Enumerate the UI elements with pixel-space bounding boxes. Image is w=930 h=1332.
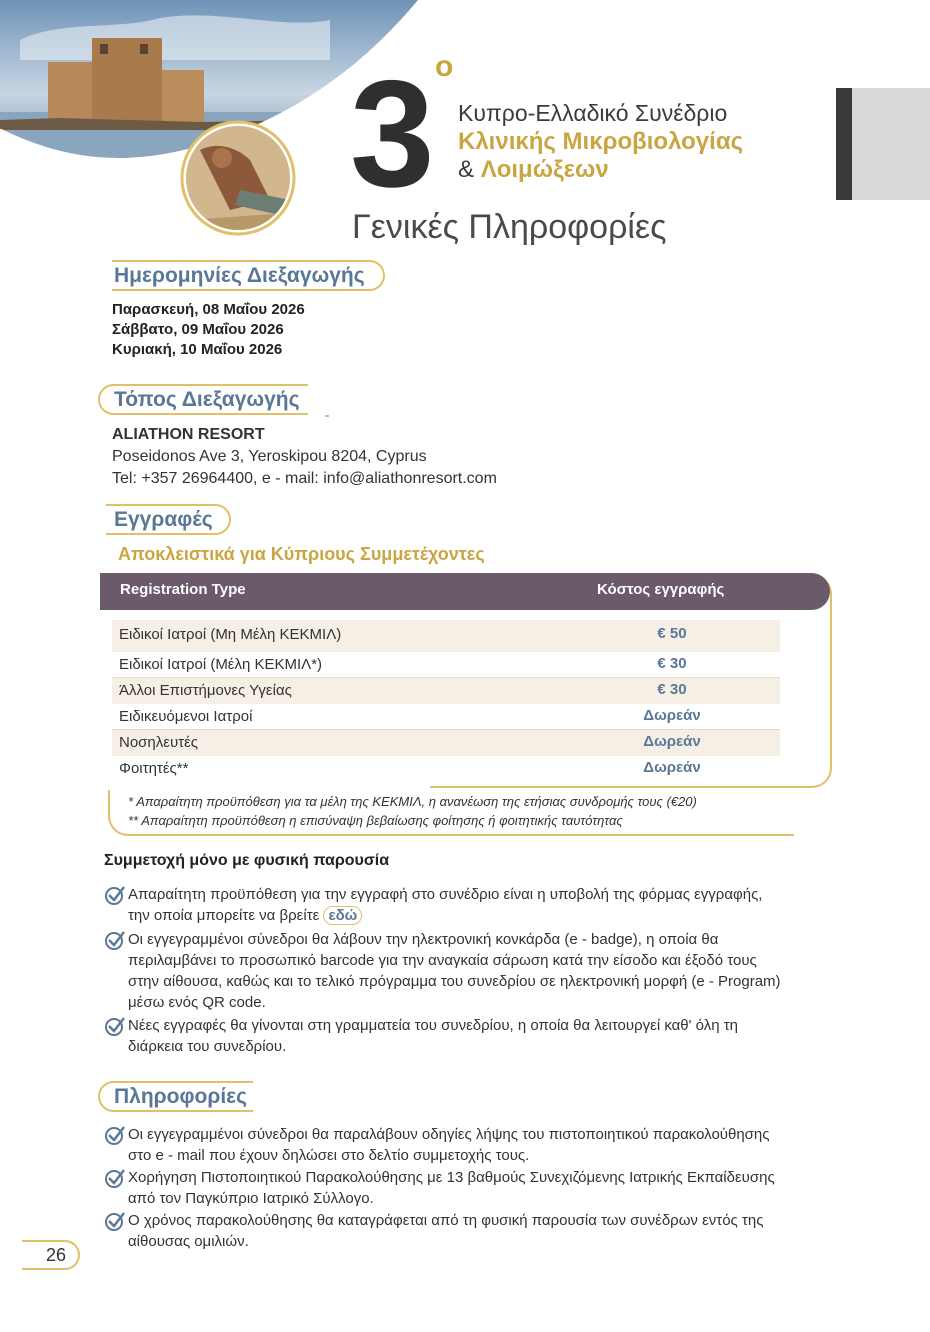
table-row: Φοιτητές** Δωρεάν — [119, 759, 701, 777]
check-circle-icon — [104, 1211, 126, 1231]
list-item: Νέες εγγραφές θα γίνονται στη γραμματεία του συνεδρίου, η οποία θα λειτουργεί καθ' όλη τη διάρκεια του συνεδρίου. — [104, 1015, 844, 1059]
conference-title-line1: Κυπρο-Ελλαδικό Συνέδριο — [458, 100, 728, 126]
venue-contact: Tel: +357 26964400, e - mail: info@aliathonresort.com — [112, 470, 497, 487]
column-header-cost: Κόστος εγγραφής — [597, 581, 725, 598]
check-circle-icon — [104, 1016, 126, 1036]
registration-subheading: Αποκλειστικά για Κύπριους Συμμετέχοντες — [118, 544, 485, 564]
list-item: Ο χρόνος παρακολούθησης θα καταγράφεται από τη φυσική παρουσία των συνέδρων εντός της αίθουσας ομιλιών. — [104, 1210, 844, 1254]
venue-details — [112, 424, 497, 490]
check-circle-icon — [104, 930, 126, 950]
page-number: 26 — [22, 1240, 80, 1270]
table-row: Νοσηλευτές Δωρεάν — [112, 730, 780, 756]
info-heading: Πληροφορίες — [98, 1085, 253, 1109]
list-item: Απαραίτητη προϋπόθεση για την εγγραφή στο συνέδριο είναι η υποβολή της φόρμας εγγραφής, την οποία μπορείτε να βρείτε εδώ — [104, 884, 844, 928]
dates-list — [112, 300, 305, 360]
conference-title-line3: & Λοιμώξεων — [458, 156, 609, 183]
check-circle-icon — [104, 1168, 126, 1188]
table-row: Ειδικευόμενοι Ιατροί Δωρεάν — [112, 704, 780, 730]
edition-suffix: ο — [435, 50, 450, 83]
date-item: Σάββατο, 09 Μαΐου 2026 — [112, 321, 284, 338]
divider — [325, 415, 329, 417]
table-footnotes — [108, 790, 794, 836]
conference-title-line2: Κλινικής Μικροβιολογίας — [458, 128, 744, 155]
table-row: Ειδικοί Ιατροί (Μέλη ΚΕΚΜΙΛ*) € 30 — [112, 652, 780, 678]
edition-number: 3 ο — [350, 49, 450, 219]
footnote-2: ** Απαραίτητη προϋπόθεση η επισύναψη βεβαίωσης φοίτησης ή φοιτητικής ταυτότητας — [128, 813, 623, 828]
dates-heading: Ημερομηνίες Διεξαγωγής — [112, 264, 385, 288]
side-tab-marker — [836, 88, 930, 200]
registration-heading: Εγγραφές — [106, 508, 231, 532]
attendance-heading: Συμμετοχή μόνο με φυσική παρουσία — [104, 852, 390, 869]
venue-name: ALIATHON RESORT — [112, 426, 265, 443]
venue-address: Poseidonos Ave 3, Yeroskipou 8204, Cyprus — [112, 448, 427, 465]
footnote-1: * Απαραίτητη προϋπόθεση για τα μέλη της ΚΕΚΜΙΛ, η ανανέωση της ετήσιας συνδρομής τους (€20) — [128, 794, 697, 809]
list-item: Οι εγγεγραμμένοι σύνεδροι θα παραλάβουν οδηγίες λήψης του πιστοποιητικού παρακολούθησης στο e - mail που έχουν δηλώσει στο δελτίο συμμετοχής τους. — [104, 1124, 844, 1168]
venue-heading: Τόπος Διεξαγωγής — [98, 388, 308, 412]
registration-form-link[interactable]: εδώ — [323, 906, 362, 925]
check-circle-icon — [104, 1125, 126, 1145]
table-row: Άλλοι Επιστήμονες Υγείας € 30 — [112, 678, 780, 704]
date-item: Παρασκευή, 08 Μαΐου 2026 — [112, 301, 305, 318]
column-header-type: Registration Type — [120, 581, 246, 598]
page-title: Γενικές Πληροφορίες — [352, 208, 667, 246]
date-item: Κυριακή, 10 Μαΐου 2026 — [112, 341, 283, 358]
check-circle-icon — [104, 885, 126, 905]
list-item: Χορήγηση Πιστοποιητικού Παρακολούθησης με 13 βαθμούς Συνεχιζόμενης Ιατρικής Εκπαίδευσης από τον Παγκύπριο Ιατρικό Σύλλογο. — [104, 1167, 844, 1211]
list-item: Οι εγγεγραμμένοι σύνεδροι θα λάβουν την ηλεκτρονική κονκάρδα (e - badge), η οποία θα περιλαμβάνει το προσωπικό barcode για την αναγκαία σάρωση κατά την είσοδο και έξοδό τους στην αίθουσα, καθώς και το τελικό πρόγραμμα του συνεδρίου σε ηλεκτρονική μορφή (e - Program) μέσω ενός QR code. — [104, 929, 844, 1015]
table-row: Ειδικοί Ιατροί (Μη Μέλη ΚΕΚΜΙΛ) € 50 — [112, 620, 780, 652]
